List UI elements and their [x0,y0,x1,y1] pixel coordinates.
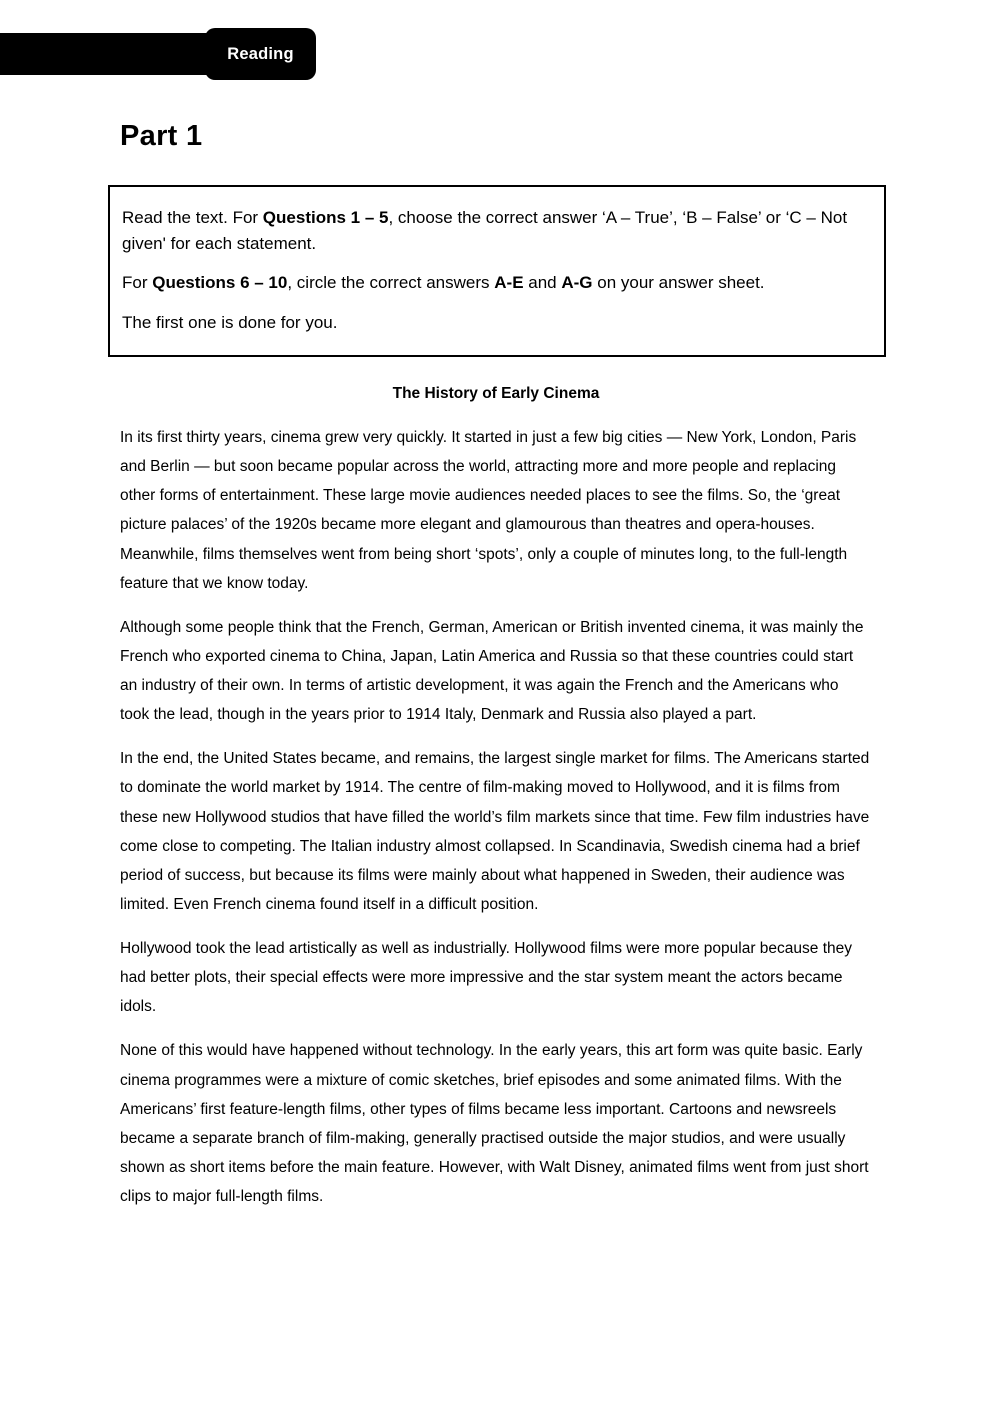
reading-tab [205,28,316,80]
instruction-text: Read the text. For [122,208,263,227]
instruction-text: on your answer sheet. [592,273,765,292]
instructions-box [108,185,886,357]
instruction-line-1 [122,205,870,256]
instruction-text: , circle the correct answers [287,273,495,292]
header-bar [0,28,320,80]
article-paragraph: Hollywood took the lead artistically as well as industrially. Hollywood films were more popular because they had better plots, their special effects were more impressive and the star system meant the actors became idols. [120,940,852,1016]
article-paragraph: In its first thirty years, cinema grew very quickly. It started in just a few big cities — New York, London, Paris and Berlin — but soon became popular across the world, attracting more and more people and replacing other forms of entertainment. These large movie audiences needed places to see the films. So, the ‘great picture palaces’ of the 1920s became more elegant and glamourous than theatres and opera-houses. Meanwhile, films themselves went from being short ‘spots’, only a couple of minutes long, to the full-length feature that we know today. [120,429,857,592]
reading-tab-label: Reading [227,44,294,63]
instruction-text: For [122,273,153,292]
article-title: The History of Early Cinema [392,385,600,402]
instruction-bold: A-G [561,273,593,292]
instruction-text: , choose the correct answer ‘A – True’, ‘B – False’ or ‘C – Not given' for each statement. [122,208,848,253]
instruction-bold: Questions 1 – 5 [262,208,389,227]
instruction-line-2 [122,270,870,296]
article-paragraph: In the end, the United States became, and remains, the largest single market for films. The Americans started to dominate the world market by 1914. The centre of film-making moved to Hollywood, and it is films from these new Hollywood studios that have filled the world’s film markets since that time. Few film industries have come close to competing. The Italian industry almost collapsed. In Scandinavia, Swedish cinema had a brief period of success, but because its films were mainly about what happened in Sweden, their audience was limited. Even French cinema found itself in a difficult position. [120,750,870,913]
instruction-line-3 [122,310,870,336]
instruction-bold: Questions 6 – 10 [152,273,288,292]
article-paragraph: Although some people think that the French, German, American or British invented cinema, it was mainly the French who exported cinema to China, Japan, Latin America and Russia so that these countries could start an industry of their own. In terms of artistic development, it was again the French and the Americans who took the lead, though in the years prior to 1914 Italy, Denmark and Russia also played a part. [120,618,864,724]
article-paragraph: None of this would have happened without technology. In the early years, this art form was quite basic. Early cinema programmes were a mixture of comic sketches, brief episodes and some animated films. With the Americans’ first feature-length films, other types of films became less important. Cartoons and newsreels became a separate branch of film-making, generally practised outside the major studios, and were usually shown as short items before the main feature. However, with Walt Disney, animated films went from just short clips to major full-length films. [120,1042,869,1205]
instruction-text: The first one is done for you. [122,312,338,332]
instruction-bold: A-E [494,273,524,292]
header-bar-line [0,33,212,75]
part-title: Part 1 [120,120,203,152]
instruction-text: and [523,273,562,292]
